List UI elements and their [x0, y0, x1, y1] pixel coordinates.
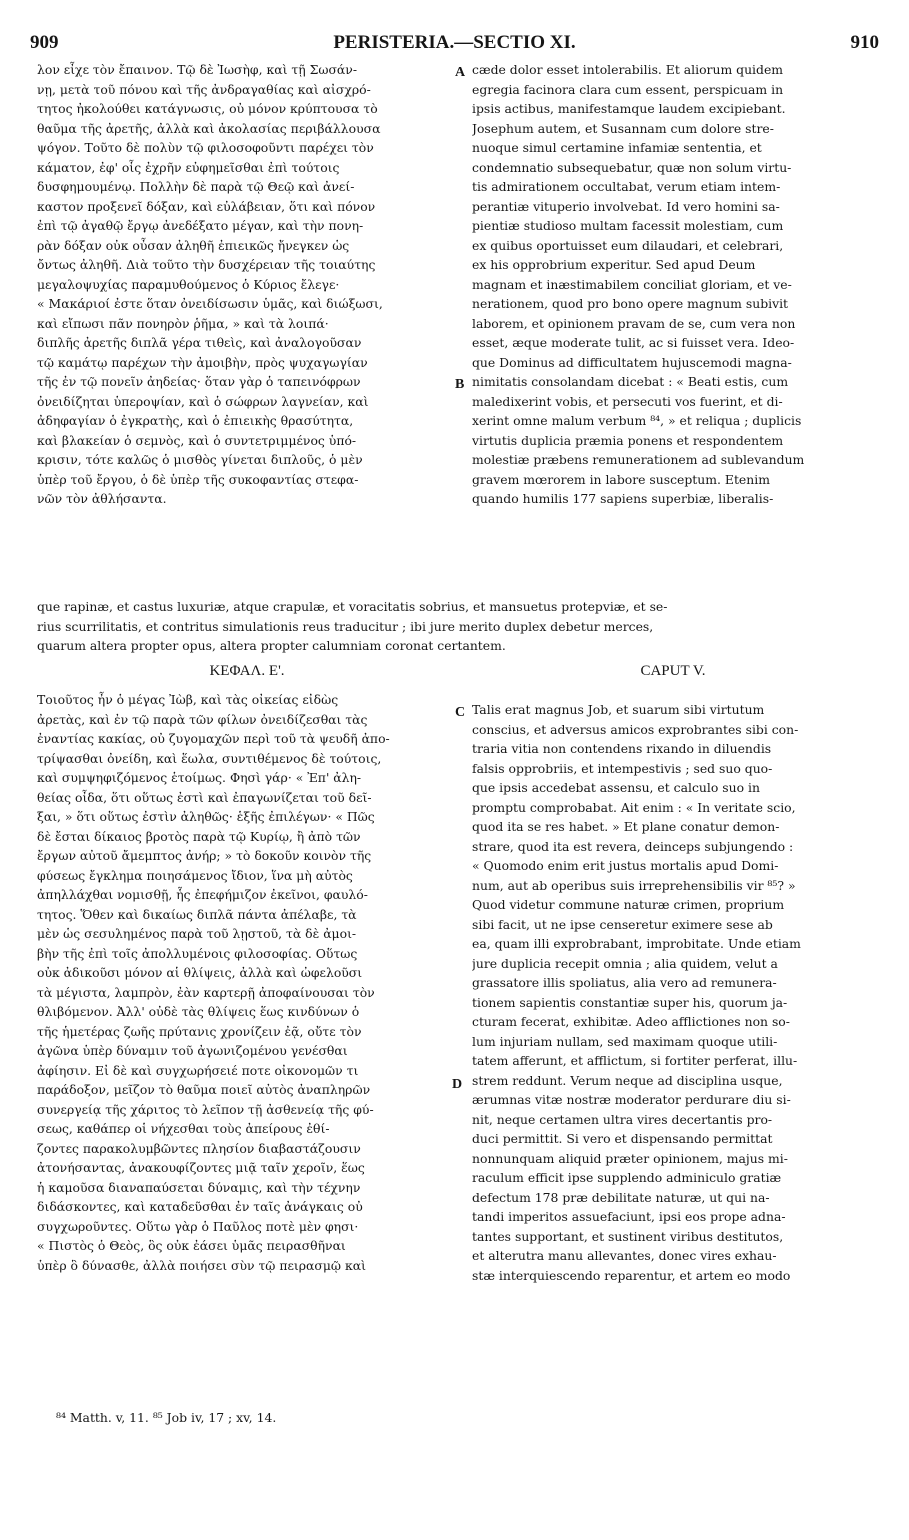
greek-column-bottom [37, 690, 457, 1275]
greek-text-line: ἀπηλλάχθαι νομισθῇ, ἧς ἐπεφήμιζον ἐκεῖνοι, φαυλό- [37, 887, 368, 902]
greek-text-line: « Μακάριοί ἐστε ὅταν ὀνειδίσωσιν ὑμᾶς, καὶ διώξωσι, [37, 296, 383, 311]
greek-text-line: τὰ μέγιστα, λαμπρὸν, ἐὰν καρτερῇ ἀποφαίνουσαι τὸν [37, 984, 375, 1000]
latin-text-line: tantes supportant, et sustinent viribus destitutos, [472, 1228, 784, 1244]
greek-text-line: συγχωροῦντες. Οὕτω γὰρ ὁ Παῦλος ποτὲ μὲν φησι· [37, 1218, 359, 1234]
latin-text-line: duci permittit. Si vero et dispensando permittat [472, 1131, 773, 1146]
latin-text-line: xerint omne malum verbum ⁸⁴, » et reliqua ; duplicis [472, 413, 802, 428]
latin-text-line: Josephum autem, et Susannam cum dolore stre- [472, 120, 774, 136]
greek-text-line: θλιβόμενον. Ἀλλ' οὐδὲ τὰς θλίψεις ἕως κινδύνων ὁ [37, 1004, 360, 1019]
greek-text-line: παράδοξον, μεῖζον τὸ θαῦμα ποιεῖ αὐτὸς ἀναπληρῶν [37, 1082, 371, 1097]
greek-text-line: δυσφημουμένῳ. Πολλὴν δὲ παρὰ τῷ Θεῷ καὶ ἀνεί- [37, 179, 355, 194]
latin-text-line: nonnunquam aliquid præter opinionem, majus mi- [472, 1150, 788, 1166]
greek-text-line: μεγαλοψυχίας παραμυθούμενος ὁ Κύριος ἔλεγε· [37, 276, 340, 292]
margin-marker-b: B [455, 377, 465, 392]
greek-text-line: ζοντες παρακολυμβῶντες πλησίον διαβαστάζουσιν [37, 1140, 361, 1156]
greek-text-line: ἀρετὰς, καὶ ἐν τῷ παρὰ τῶν φίλων ὀνειδίζεσθαι τὰς [37, 711, 368, 727]
latin-text-line: condemnatio subsequebatur, quæ non solum virtu- [472, 159, 792, 175]
greek-text-line: Τοιοῦτος ἦν ὁ μέγας Ἰὼβ, καὶ τὰς οἰκείας εἰδὼς [37, 692, 339, 707]
greek-text-line: ὀνειδίζηται ὑπεροψίαν, καὶ ὁ σώφρων λαγνείαν, καὶ [37, 393, 369, 409]
greek-text-line: ἀδηφαγίαν ὁ ἐγκρατὴς, καὶ ὁ ἐπιεικὴς θρασύτητα, [37, 413, 354, 428]
greek-column-top [37, 60, 457, 509]
latin-text-line: molestiæ præbens remunerationem ad sublevandum [472, 452, 805, 467]
footnotes: ⁸⁴ Matth. v, 11. ⁸⁵ Job iv, 17 ; xv, 14. [56, 1410, 277, 1425]
latin-text-line: quod ita se res habet. » Et plane conatur demon- [472, 819, 780, 834]
latin-text-line: nuoque simul certamine infamiæ sententia, et [472, 140, 762, 155]
latin-text-line: quando humilis 177 sapiens superbiæ, liberalis- [472, 491, 774, 506]
greek-text-line: ἐναντίας κακίας, οὐ ζυγομαχῶν περὶ τοῦ τὰ ψευδῆ ἀπο- [37, 731, 390, 746]
latin-text-line: pientiæ studioso multam facessit molestiam, cum [472, 218, 784, 233]
greek-text-line: ψόγον. Τοῦτο δὲ πολὺν τῷ φιλοσοφοῦντι παρέχει τὸν [37, 140, 374, 155]
greek-text-line: ἐπὶ τῷ ἀγαθῷ ἔργῳ ἀνεδέξατο μέγαν, καὶ τὴν πονη- [37, 218, 364, 233]
greek-text-line: ρὰν δόξαν οὐκ οὖσαν ἀληθῆ ἐπιεικῶς ἤνεγκεν ὡς [37, 237, 350, 253]
greek-text-line: τῷ καμάτῳ παρέχων τὴν ἀμοιβὴν, πρὸς ψυχαγωγίαν [37, 354, 368, 370]
latin-text-line: ea, quam illi exprobrabant, improbitate. Unde etiam [472, 936, 801, 951]
latin-column-top [472, 60, 874, 509]
chapter-heading-greek: ΚΕΦΑΛ. Ε'. [209, 663, 285, 679]
latin-text-line: conscius, et adversus amicos exprobrantes sibi con- [472, 721, 799, 737]
greek-text-line: ἀγῶνα ὑπὲρ δύναμιν τοῦ ἀγωνιζομένου γενέσθαι [37, 1043, 348, 1058]
greek-text-line: φύσεως ἔγκλημα ποιησάμενος ἴδιον, ἵνα μὴ αὐτὸς [37, 867, 353, 883]
latin-text-line: virtutis duplicia præmia ponens et respondentem [472, 432, 784, 448]
latin-text-line: raculum efficit ipse supplendo adminiculo gratiæ [472, 1170, 782, 1185]
full-width-latin [37, 597, 882, 656]
latin-text-line: Talis erat magnus Job, et suarum sibi virtutum [472, 702, 765, 717]
latin-text-line: que Dominus ad difficultatem hujuscemodi magna- [472, 354, 792, 370]
greek-text-line: δὲ ἔσται δίκαιος βροτὸς παρὰ τῷ Κυρίῳ, ἢ ἀπὸ τῶν [37, 828, 361, 844]
page-number-left: 909 [30, 32, 59, 53]
greek-text-line: καὶ βλακείαν ὁ σεμνὸς, καὶ ὁ συντετριμμένος ὑπό- [37, 432, 357, 448]
greek-text-line: ξαι, » ὅτι οὕτως ἐστὶν ἀληθῶς· ἑξῆς ἐπιλέγων· « Πῶς [37, 809, 375, 824]
full-width-text-line: que rapinæ, et castus luxuriæ, atque crapulæ, et voracitatis sobrius, et mansuetus protерviæ, et se- [37, 599, 668, 614]
latin-text-line: cæde dolor esset intolerabilis. Et aliorum quidem [472, 62, 784, 77]
latin-text-line: nerationem, quod pro bono opere magnum subivit [472, 296, 789, 311]
greek-text-line: κάματον, ἐφ' οἷς ἐχρῆν εὐφημεῖσθαι ἐπὶ τούτοις [37, 159, 340, 175]
greek-text-line: τρίψασθαι ὀνείδη, καὶ ἕωλα, συντιθέμενος δὲ τούτοις, [37, 750, 382, 766]
latin-text-line: ex quibus oportuisset eum dilaudari, et celebrari, [472, 237, 784, 253]
greek-text-line: ἡ καμοῦσα διαναπαύσεται δύναμις, καὶ τὴν τέχνην [37, 1179, 361, 1195]
latin-text-line: lum injuriam nullam, sed maximam quoque utili- [472, 1033, 778, 1049]
margin-marker-d: D [452, 1077, 463, 1092]
latin-text-line: « Quomodo enim erit justus mortalis apud Domi- [472, 858, 779, 873]
latin-text-line: gravem mœrorem in labore susceptum. Etenim [472, 471, 770, 487]
latin-text-line: strem reddunt. Verum neque ad disciplina usque, [472, 1072, 783, 1088]
latin-text-line: grassatore illis spoliatus, alia vero ad remunera- [472, 975, 777, 990]
latin-text-line: esset, æque moderate tulit, ac si fuisset vera. Ideo- [472, 335, 795, 350]
latin-text-line: nit, neque certamen ultra vires decertantis pro- [472, 1111, 773, 1127]
greek-text-line: κρισιν, τότε καλῶς ὁ μισθὸς γίνεται διπλοῦς, ὁ μὲν [37, 452, 363, 467]
latin-text-line: promptu comprobabat. Ait enim : « In veritate scio, [472, 799, 796, 815]
greek-text-line: καὶ εἴπωσι πᾶν πονηρὸν ῥῆμα, » καὶ τὰ λοιπά· [37, 315, 329, 331]
latin-text-line: ex his opprobrium experitur. Sed apud Deum [472, 257, 756, 272]
latin-text-line: tatem afferunt, et afflictum, si fortiter perferat, illu- [472, 1053, 798, 1068]
greek-text-line: νῶν τὸν ἀθλήσαντα. [37, 491, 167, 506]
greek-text-line: λον εἶχε τὸν ἔπαινον. Τῷ δὲ Ἰωσὴφ, καὶ τῇ Σωσάν- [37, 62, 358, 77]
latin-text-line: strare, quod ita est revera, deinceps subjungendo : [472, 838, 794, 854]
latin-text-line: que ipsis accedebat assensu, et calculo suo in [472, 780, 760, 795]
latin-text-line: tionem sapientis constantiæ super his, quorum ja- [472, 994, 788, 1010]
greek-text-line: ὑπὲρ ὃ δύνασθε, ἀλλὰ ποιήσει σὺν τῷ πειρασμῷ καὶ [37, 1257, 366, 1273]
greek-text-line: ὄντως ἀληθῆ. Διὰ τοῦτο τὴν δυσχέρειαν τῆς τοιαύτης [37, 257, 376, 272]
latin-text-line: sibi facit, ut ne ipse censeretur eximere sese ab [472, 916, 773, 932]
latin-text-line: stæ interquiescendo reparentur, et artem eo modo [472, 1267, 791, 1283]
greek-text-line: θαῦμα τῆς ἀρετῆς, ἀλλὰ καὶ ἀκολασίας περιβάλλουσα [37, 120, 381, 136]
running-title: PERISTERIA.—SECTIO XI. [333, 32, 576, 53]
latin-text-line: egregia facinora clara cum essent, perspicuam in [472, 81, 784, 97]
latin-text-line: jure duplicia recepit omnia ; alia quidem, velut a [472, 955, 778, 971]
full-width-text-line: rius scurrilitatis, et contritus simulationis reus traducitur ; ibi jure merito duplex debetur merces, [37, 618, 654, 634]
latin-text-line: laborem, et opinionem pravam de se, cum vera non [472, 315, 796, 331]
margin-marker-a: A [455, 65, 466, 80]
greek-text-line: σεως, καθάπερ οἱ νήχεσθαι τοὺς ἀπείρους ἐθί- [37, 1121, 330, 1136]
greek-text-line: τῆς ἐν τῷ πονεῖν ἀηδείας· ὅταν γὰρ ὁ ταπεινόφρων [37, 374, 361, 389]
latin-text-line: Quod videtur commune naturæ crimen, proprium [472, 897, 785, 912]
latin-text-line: ipsis actibus, manifestamque laudem excipiebant. [472, 101, 786, 116]
greek-text-line: διδάσκοντες, καὶ καταδεῦσθαι ἐν ταῖς ἀνάγκαις οὐ [37, 1199, 363, 1214]
greek-text-line: συνεργείᾳ τῆς χάριτος τὸ λεῖπον τῇ ἀσθενείᾳ τῆς φύ- [37, 1101, 374, 1117]
greek-text-line: ἀφίησιν. Εἰ δὲ καὶ συγχωρήσειέ ποτε οἰκονομῶν τι [37, 1062, 359, 1078]
latin-text-line: perantiæ vituperio involvebat. Id vero homini sa- [472, 198, 780, 214]
greek-text-line: τῆς ἡμετέρας ζωῆς πρύτανις χρονίζειν ἐᾷ, οὔτε τὸν [37, 1023, 362, 1039]
greek-text-line: καστον προξενεῖ δόξαν, καὶ εὐλάβειαν, ὅτι καὶ πόνον [37, 198, 376, 214]
greek-text-line: βὴν τῆς ἐπὶ τοῖς ἀπολλυμένοις φιλοσοφίας. Οὕτως [37, 945, 358, 961]
margin-marker-c: C [455, 705, 466, 720]
greek-text-line: νῃ, μετὰ τοῦ πόνου καὶ τῆς ἀνδραγαθίας καὶ αἰσχρό- [37, 81, 371, 97]
greek-text-line: οὐκ ἀδικοῦσι μόνον αἱ θλίψεις, ἀλλὰ καὶ ὠφελοῦσι [37, 965, 363, 980]
latin-text-line: et alterutra manu allevantes, donec vires exhau- [472, 1248, 777, 1263]
latin-text-line: num, aut ab operibus suis irreprehensibilis vir ⁸⁵? » [472, 877, 796, 893]
latin-text-line: traria vitia non contendens rixando in diluendis [472, 741, 772, 756]
greek-text-line: τητος. Ὅθεν καὶ δικαίως διπλᾶ πάντα ἀπέλαβε, τὰ [37, 906, 357, 922]
greek-text-line: καὶ συμψηφιζόμενος ἑτοίμως. Φησὶ γάρ· « Ἐπ' ἀλη- [37, 770, 362, 785]
chapter-heading-latin: CAPUT V. [640, 663, 706, 679]
full-width-text-line: quarum altera propter opus, altera propter calumniam coronat certantem. [37, 638, 506, 653]
greek-text-line: τητος ἠκολούθει κατάγνωσις, οὐ μόνον κρύπτουσα τὸ [37, 101, 378, 116]
greek-text-line: « Πιστὸς ὁ Θεὸς, ὃς οὐκ ἐάσει ὑμᾶς πειρασθῆναι [37, 1238, 346, 1253]
latin-text-line: tis admirationem occultabat, verum etiam intem- [472, 179, 781, 194]
latin-text-line: ærumnas vitæ nostræ moderator perdurare diu si- [472, 1092, 791, 1107]
latin-text-line: nimitatis consolandam dicebat : « Beati estis, cum [472, 374, 789, 389]
greek-text-line: ὑπὲρ τοῦ ἔργου, ὁ δὲ ὑπὲρ τῆς συκοφαντίας στεφα- [37, 471, 359, 487]
latin-text-line: tandi imperitos assuefaciunt, ipsi eos prope adna- [472, 1209, 786, 1224]
latin-column-bottom [472, 700, 874, 1285]
page-header [30, 32, 879, 56]
greek-text-line: ἔργων αὐτοῦ ἄμεμπτος ἀνήρ; » τὸ δοκοῦν κοινὸν τῆς [37, 848, 372, 863]
latin-text-line: cturam fecerat, exhibitæ. Adeo afflictiones non so- [472, 1014, 790, 1029]
greek-text-line: ἀτονήσαντας, ἀνακουφίζοντες μιᾷ ταῖν χεροῖν, ἕως [37, 1160, 365, 1175]
latin-text-line: maledixerint vobis, et persecuti vos fuerint, et di- [472, 393, 783, 409]
latin-text-line: magnam et inæstimabilem conciliat gloriam, et ve- [472, 276, 792, 292]
page-number-right: 910 [850, 32, 879, 53]
latin-text-line: falsis opprobriis, et intempestivis ; sed suo quo- [472, 760, 773, 776]
greek-text-line: μὲν ὡς σεσυλημένος παρὰ τοῦ λῃστοῦ, τὰ δὲ ἀμοι- [37, 926, 357, 941]
greek-text-line: θείας οἶδα, ὅτι οὕτως ἐστὶ καὶ ἐπαγωνίζεται τοῦ δεῖ- [37, 789, 372, 805]
greek-text-line: διπλῆς ἀρετῆς διπλᾶ γέρα τιθεὶς, καὶ ἀναλογοῦσαν [37, 335, 362, 350]
latin-text-line: defectum 178 præ debilitate naturæ, ut qui na- [472, 1189, 770, 1205]
